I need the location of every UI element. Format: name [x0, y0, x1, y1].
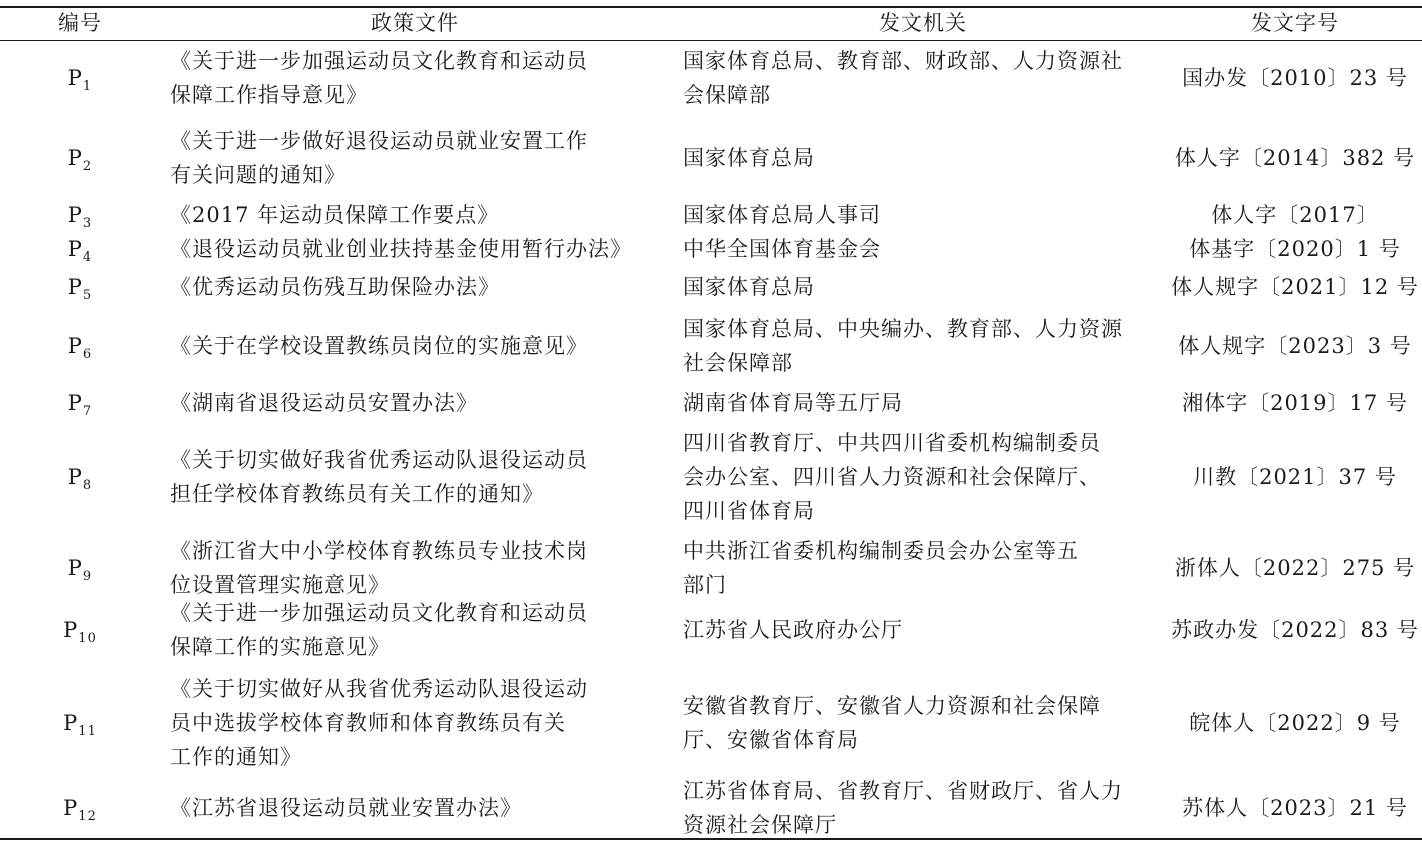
row-issuing-authority: 国家体育总局: [683, 275, 815, 299]
row-document-number: 体人字〔2017〕: [1211, 203, 1379, 227]
row-id: [40, 791, 120, 834]
row-issuing-authority: 四川省教育厅、中共四川省委机构编制委员 会办公室、四川省人力资源和社会保障厅、 四川省体育局: [683, 431, 1101, 523]
row-policy-document: 《关于切实做好从我省优秀运动队退役运动 员中选拔学校体育教师和体育教练员有关 工作的通知》: [170, 677, 588, 769]
row-id-subscript: 12: [78, 809, 97, 824]
row-document-number: 体人规字〔2023〕3 号: [1178, 334, 1412, 358]
row-id-base: P: [67, 66, 83, 90]
row-id-subscript: 4: [82, 250, 93, 265]
row-id-base: P: [67, 556, 83, 580]
row-issuing-authority: 国家体育总局、中央编办、教育部、人力资源 社会保障部: [683, 317, 1123, 375]
row-id: [40, 551, 120, 594]
row-id-subscript: 3: [82, 216, 93, 231]
row-document-number: 苏政办发〔2022〕83 号: [1171, 618, 1419, 642]
row-id-subscript: 10: [78, 631, 97, 646]
row-document-number: 湘体字〔2019〕17 号: [1182, 391, 1408, 415]
row-document-number: 苏体人〔2023〕21 号: [1182, 796, 1408, 820]
header-org: 发文机关: [879, 11, 967, 35]
row-issuing-authority: 中华全国体育基金会: [683, 237, 881, 261]
row-id-base: P: [67, 391, 83, 415]
row-policy-document: 《优秀运动员伤残互助保险办法》: [170, 275, 500, 299]
row-issuing-authority: 国家体育总局、教育部、财政部、人力资源社 会保障部: [683, 49, 1123, 107]
row-issuing-authority: 江苏省体育局、省教育厅、省财政厅、省人力 资源社会保障厅: [683, 779, 1123, 837]
row-id-base: P: [67, 334, 83, 358]
row-id: [40, 706, 120, 749]
row-id-subscript: 11: [78, 724, 97, 739]
row-issuing-authority: 湖南省体育局等五厅局: [683, 391, 903, 415]
row-id-subscript: 9: [82, 569, 93, 584]
row-document-number: 国办发〔2010〕23 号: [1182, 66, 1408, 90]
row-id-subscript: 2: [82, 159, 93, 174]
row-id-base: P: [67, 237, 83, 261]
header-id: 编号: [58, 11, 102, 35]
row-policy-document: 《2017 年运动员保障工作要点》: [170, 203, 500, 227]
row-issuing-authority: 江苏省人民政府办公厅: [683, 618, 903, 642]
row-policy-document: 《退役运动员就业创业扶持基金使用暂行办法》: [170, 237, 632, 261]
row-document-number: 浙体人〔2022〕275 号: [1174, 556, 1416, 580]
row-id-subscript: 8: [82, 478, 93, 493]
row-document-number: 体基字〔2020〕1 号: [1189, 237, 1401, 261]
row-id-subscript: 7: [82, 404, 93, 419]
row-id-base: P: [67, 146, 83, 170]
row-id-base: P: [63, 618, 79, 642]
table-header-rule: [0, 40, 1422, 41]
row-policy-document: 《湖南省退役运动员安置办法》: [170, 391, 478, 415]
row-policy-document: 《关于进一步加强运动员文化教育和运动员 保障工作指导意见》: [170, 49, 588, 107]
header-num: 发文字号: [1251, 11, 1339, 35]
row-policy-document: 《浙江省大中小学校体育教练员专业技术岗 位设置管理实施意见》: [170, 539, 588, 597]
row-id-base: P: [63, 711, 79, 735]
row-id: [40, 329, 120, 372]
row-issuing-authority: 国家体育总局: [683, 146, 815, 170]
row-document-number: 体人字〔2014〕382 号: [1174, 146, 1416, 170]
row-document-number: 川教〔2021〕37 号: [1193, 465, 1397, 489]
row-issuing-authority: 中共浙江省委机构编制委员会办公室等五 部门: [683, 539, 1079, 597]
row-id: [40, 61, 120, 104]
row-id: [40, 386, 120, 429]
row-policy-document: 《关于在学校设置教练员岗位的实施意见》: [170, 334, 588, 358]
header-doc: 政策文件: [371, 11, 459, 35]
row-id-subscript: 6: [82, 347, 93, 362]
row-id: [40, 141, 120, 184]
row-id: [40, 270, 120, 313]
row-id-base: P: [67, 275, 83, 299]
row-issuing-authority: 安徽省教育厅、安徽省人力资源和社会保障 厅、安徽省体育局: [683, 694, 1101, 752]
row-document-number: 体人规字〔2021〕12 号: [1171, 275, 1419, 299]
row-id: [40, 232, 120, 275]
row-id: [40, 460, 120, 503]
row-document-number: 皖体人〔2022〕9 号: [1189, 711, 1401, 735]
row-id-subscript: 1: [82, 79, 93, 94]
row-policy-document: 《关于切实做好我省优秀运动队退役运动员 担任学校体育教练员有关工作的通知》: [170, 448, 588, 506]
row-id-base: P: [67, 465, 83, 489]
row-policy-document: 《江苏省退役运动员就业安置办法》: [170, 796, 522, 820]
row-id-base: P: [67, 203, 83, 227]
row-issuing-authority: 国家体育总局人事司: [683, 203, 881, 227]
row-id-subscript: 5: [82, 288, 93, 303]
row-id: [40, 613, 120, 656]
row-policy-document: 《关于进一步加强运动员文化教育和运动员 保障工作的实施意见》: [170, 601, 588, 659]
row-id-base: P: [63, 796, 79, 820]
row-policy-document: 《关于进一步做好退役运动员就业安置工作 有关问题的通知》: [170, 129, 588, 187]
